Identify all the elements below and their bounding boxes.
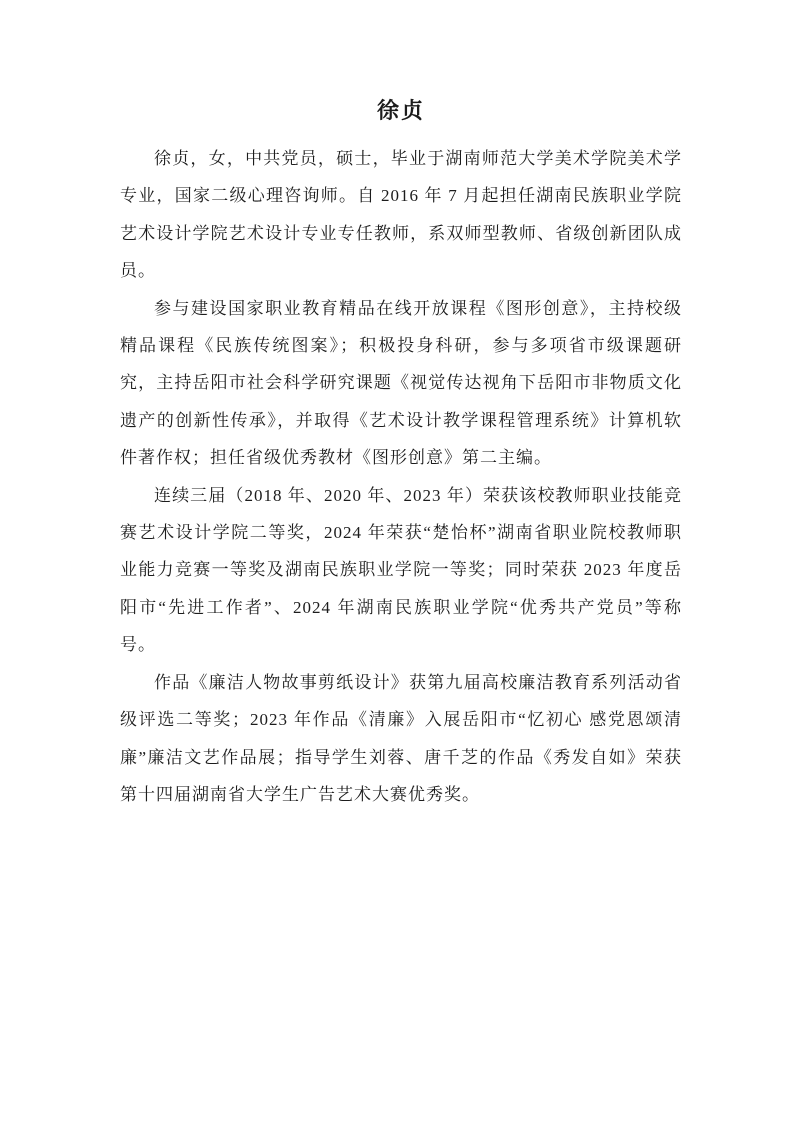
paragraph-teaching-research: 参与建设国家职业教育精品在线开放课程《图形创意》，主持校级精品课程《民族传统图案》；积极投身科研，参与多项省市级课题研究，主持岳阳市社会科学研究课题《视觉传达视角下岳阳市非物质文化遗产的创新性传承》，并取得《艺术设计教学课程管理系统》计算机软件著作权；担任省级优秀教材《图形创意》第二主编。 [120,298,682,468]
paragraph-awards-honors: 连续三届（2018 年、2020 年、2023 年）荣获该校教师职业技能竞赛艺术设计学院二等奖，2024 年荣获“楚怡杯”湖南省职业院校教师职业能力竞赛一等奖及湖南民族职业学院一等奖；同时荣获 2023 年度岳阳市“先进工作者”、2024 年湖南民族职业学院“优秀共产党员”等称号。 [120,485,682,655]
document-title: 徐贞 [376,98,425,123]
paragraph-bio-intro: 徐贞，女，中共党员，硕士，毕业于湖南师范大学美术学院美术学专业，国家二级心理咨询师。自 2016 年 7 月起担任湖南民族职业学院艺术设计学院艺术设计专业专任教师，系双师型教师、省级创新团队成员。 [120,149,682,281]
paragraph-artworks: 作品《廉洁人物故事剪纸设计》获第九届高校廉洁教育系列活动省级评选二等奖；2023 年作品《清廉》入展岳阳市“忆初心 感党恩颂清廉”廉洁文艺作品展；指导学生刘蓉、唐千芝的作品《秀发自如》荣获第十四届湖南省大学生广告艺术大赛优秀奖。 [120,672,682,804]
